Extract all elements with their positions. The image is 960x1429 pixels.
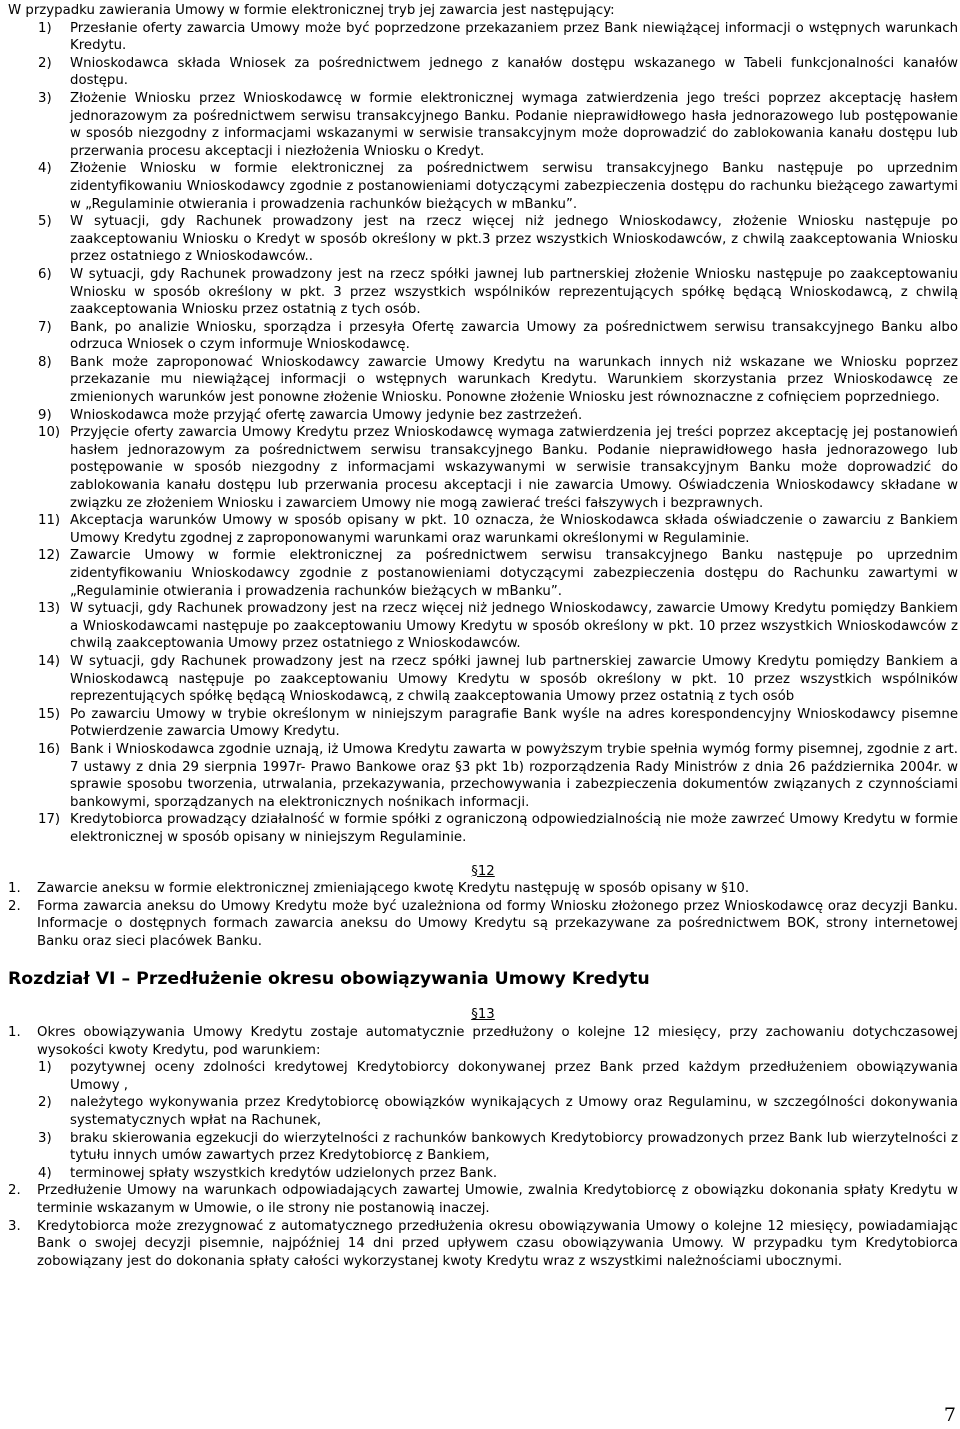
section-12-item-text: Forma zawarcia aneksu do Umowy Kredytu może być uzależniona od formy Wniosku złożonego przez Wnioskodawcę oraz decyzji Banku. Informacje o dostępnych formach zawarcia aneksu do Umowy Kredytu są przekazywane za pośrednictwem BOK, strony internetowej Banku oraz sieci placówek Banku. xyxy=(37,898,958,949)
list-item-text: Po zawarciu Umowy w trybie określonym w niniejszym paragrafie Bank wyśle na adres korespondencyjny Wnioskodawcy pisemne Potwierdzenie zawarcia Umowy Kredytu. xyxy=(70,706,958,740)
list-item xyxy=(8,319,958,354)
list-item-text: Bank, po analizie Wniosku, sporządza i przesyła Ofertę zawarcia Umowy za pośrednictwem serwisu transakcyjnego Banku albo odrzuca Wniosek o czym informuje Wnioskodawcę. xyxy=(70,319,958,353)
condition-item xyxy=(8,1059,958,1094)
section-13-item xyxy=(8,1218,958,1271)
section-12-item-number: 2. xyxy=(8,898,21,914)
list-item-text: Kredytobiorca prowadzący działalność w formie spółki z ograniczoną odpowiedzialnością nie może zawrzeć Umowy Kredytu w formie elektronicznej w sposób opisany w niniejszym Regulaminie. xyxy=(70,812,958,845)
section-13-list xyxy=(8,1182,958,1270)
condition-item-text: braku skierowania egzekucji do wierzytelności z rachunków bankowych Kredytobiorcy prowadzonych przez Bank lub wierzytelności z tytułu innych umów zawartych przez Kredytobiorcę z Bankiem, xyxy=(70,1130,958,1164)
list-item xyxy=(8,706,958,741)
condition-item xyxy=(8,1165,958,1183)
list-item-text: Wnioskodawca może przyjąć ofertę zawarcia Umowy jedynie bez zastrzeżeń. xyxy=(70,407,583,423)
list-item-text: W sytuacji, gdy Rachunek prowadzony jest na rzecz więcej niż jednego Wnioskodawcy, złożenie Wniosku następuje po zaakceptowaniu Wniosku o Kredyt w sposób określony w pkt.3 przez wszystkich Wnioskodawców, z chwilą zaakceptowania Wniosku przez ostatniego z Wnioskodawców.. xyxy=(70,214,958,265)
list-item xyxy=(8,811,958,846)
list-item-text: Bank może zaproponować Wnioskodawcy zawarcie Umowy Kredytu na warunkach innych niż wskazane we Wniosku poprzez przekazanie mu niewiążącej informacji o wstępnych warunkach Kredytu. Warunkiem skorzystania przez Wnioskodawcę ze zmienionych warunków jest ponowne złożenie Wniosku. Ponowne złożenie Wniosku jest równoznaczne z cofnięciem poprzedniego. xyxy=(70,354,958,406)
list-item-number: 2) xyxy=(38,55,52,71)
section-12-item xyxy=(8,898,958,951)
list-item-number: 16) xyxy=(38,741,61,757)
list-item-number: 5) xyxy=(38,214,52,230)
section-13-item-text: Kredytobiorca może zrezygnować z automatycznego przedłużenia okresu obowiązywania Umowy o kolejne 12 miesięcy, powiadamiając Bank o swojej decyzji pisemnie, najpóźniej 14 dni przed upływem czasu obowiązywania Umowy. W przypadku tym Kredytobiorca zobowiązany jest do dokonania spłaty całości wykorzystanej kwoty Kredytu wraz z wszystkimi należnościami ubocznymi. xyxy=(37,1218,958,1269)
list-item xyxy=(8,424,958,512)
list-item xyxy=(8,547,958,600)
condition-item xyxy=(8,1094,958,1129)
section-13-item xyxy=(8,1182,958,1217)
list-item-number: 11) xyxy=(38,513,61,529)
list-item xyxy=(8,741,958,811)
section-12-item-number: 1. xyxy=(8,881,21,897)
list-item xyxy=(8,600,958,653)
list-item-number: 6) xyxy=(38,266,52,282)
condition-item-text: pozytywnej oceny zdolności kredytowej Kredytobiorcy dokonywanej przez Bank przed każdym przedłużeniem obowiązywania Umowy , xyxy=(70,1060,958,1093)
section-12-heading: §12 xyxy=(471,863,495,879)
list-item xyxy=(8,213,958,266)
condition-item-text: terminowej spłaty wszystkich kredytów udzielonych przez Bank. xyxy=(70,1165,498,1181)
section-13-item-text: Przedłużenie Umowy na warunkach odpowiadających zawartej Umowie, zwalnia Kredytobiorcę z obowiązku dokonania spłaty Kredytu w terminie wskazanym w Umowie, o ile strony nie postanowią inaczej. xyxy=(37,1183,958,1216)
list-item xyxy=(8,160,958,213)
list-item xyxy=(8,354,958,407)
section-12-item-text: Zawarcie aneksu w formie elektronicznej zmieniającego kwotę Kredytu następuję w sposób opisany w §10. xyxy=(37,881,750,897)
condition-item-number: 2) xyxy=(38,1095,52,1111)
list-item xyxy=(8,407,958,425)
list-item-number: 4) xyxy=(38,161,52,177)
section-12-list xyxy=(8,880,958,950)
list-item-text: W sytuacji, gdy Rachunek prowadzony jest na rzecz więcej niż jednego Wnioskodawcy, zawarcie Umowy Kredytu pomiędzy Bankiem a Wnioskodawcami następuje po zaakceptowaniu Umowy Kredytu w sposób określony w pkt. 10 przez wszystkich Wnioskodawców z chwilą zaakceptowania Umowy przez ostatniego z Wnioskodawców. xyxy=(70,601,958,652)
list-item-number: 9) xyxy=(38,407,52,423)
list-item-text: Akceptacja warunków Umowy w sposób opisany w pkt. 10 oznacza, że Wnioskodawca składa oświadczenie o zawarciu z Bankiem Umowy Kredytu zgodnej z zaproponowanymi warunkami oraz warunkami określonymi w Regulaminie. xyxy=(70,513,958,546)
list-item-text: W sytuacji, gdy Rachunek prowadzony jest na rzecz spółki jawnej lub partnerskiej złożenie Wniosku następuje po zaakceptowaniu Wniosku w sposób określony w pkt. 3 przez wszystkich wspólników reprezentujących spółkę będącą Wnioskodawcą, z chwilą zaakceptowania Wniosku przez ostatnią z tych osób. xyxy=(70,266,958,318)
list-item-number: 7) xyxy=(38,319,52,335)
list-item-number: 15) xyxy=(38,706,61,722)
section-13-conditions-list xyxy=(8,1059,958,1182)
list-item xyxy=(8,266,958,319)
section-13-heading: §13 xyxy=(471,1007,495,1023)
list-item-text: Przyjęcie oferty zawarcia Umowy Kredytu przez Wnioskodawcę wymaga zatwierdzenia jej treści poprzez akceptację jej postanowień hasłem jednorazowym za pośrednictwem serwisu transakcyjnego Banku. Podanie nieprawidłowego hasła jednorazowego lub postępowanie w sposób niezgodny z informacjami wskazywanymi w serwisie transakcyjnym Banku może doprowadzić do zablokowania kanału dostępu lub przerwania procesu akceptacji i nie zawarcia Umowy. Oświadczenia Wnioskodawcy składane w związku ze złożeniem Wniosku i zawarciem Umowy nie mogą zawierać treści fałszywych i bezprawnych. xyxy=(70,425,958,511)
list-item-number: 3) xyxy=(38,90,52,106)
list-item-number: 1) xyxy=(38,20,52,36)
section-13-item: 1. Okres obowiązywania Umowy Kredytu zostaje automatycznie przedłużony o kolejne 12 miesięcy, przy zachowaniu dotychczasowej wysokości kwoty Kredytu, pod warunkiem: xyxy=(8,1025,958,1058)
condition-item-number: 1) xyxy=(38,1060,52,1076)
page-number: 7 xyxy=(943,1404,956,1427)
document-page xyxy=(8,2,958,1270)
section-13-item-number: 2. xyxy=(8,1183,21,1199)
procedure-list xyxy=(8,20,958,847)
section-13-item-number: 3. xyxy=(8,1218,21,1234)
condition-item-number: 4) xyxy=(38,1165,52,1181)
list-item xyxy=(8,90,958,160)
intro-paragraph: W przypadku zawierania Umowy w formie elektronicznej tryb jej zawarcia jest następujący: xyxy=(8,3,615,18)
chapter-heading: Rozdział VI – Przedłużenie okresu obowiązywania Umowy Kredytu xyxy=(8,969,650,990)
list-item xyxy=(8,653,958,706)
section-12-item xyxy=(8,880,958,898)
list-item-text: Zawarcie Umowy w formie elektronicznej za pośrednictwem serwisu transakcyjnego Banku następuje po uprzednim zidentyfikowaniu Wnioskodawcy zgodnie z postanowieniami dotyczącymi zabezpieczenia dostępu do Rachunku zawartymi w „Regulaminie otwierania i prowadzenia rachunków bieżących w mBanku”. xyxy=(70,548,958,599)
list-item-number: 13) xyxy=(38,601,61,617)
list-item-number: 17) xyxy=(38,812,61,828)
list-item-text: Wnioskodawca składa Wniosek za pośrednictwem jednego z kanałów dostępu wskazanego w Tabeli funkcjonalności kanałów dostępu. xyxy=(70,55,958,89)
condition-item-text: należytego wykonywania przez Kredytobiorcę obowiązków wynikających z Umowy oraz Regulaminu, w szczególności dokonywania systematycznych wpłat na Rachunek, xyxy=(70,1095,958,1129)
list-item-text: Przesłanie oferty zawarcia Umowy może być poprzedzone przekazaniem przez Bank niewiążącej informacji o wstępnych warunkach Kredytu. xyxy=(70,20,958,54)
list-item xyxy=(8,20,958,55)
list-item-text: Złożenie Wniosku w formie elektronicznej za pośrednictwem serwisu transakcyjnego Banku następuje po uprzednim zidentyfikowaniu Wnioskodawcy zgodnie z postanowieniami dotyczącymi zabezpieczenia dostępu do rachunku bieżącego zawartymi w „Regulaminie otwierania i prowadzenia rachunków bieżących w mBanku”. xyxy=(70,161,958,212)
condition-item xyxy=(8,1130,958,1165)
list-item-number: 12) xyxy=(38,548,61,564)
list-item-text: Złożenie Wniosku przez Wnioskodawcę w formie elektronicznej wymaga zatwierdzenia jego treści poprzez akceptację hasłem jednorazowym za pośrednictwem serwisu transakcyjnego Banku. Podanie nieprawidłowego hasła jednorazowego lub postępowanie w sposób niezgodny z informacjami wskazanymi w serwisie transakcyjnym może doprowadzić do zablokowania kanału dostępu lub przerwania procesu akceptacji i niezłożenia Wniosku o Kredyt. xyxy=(70,90,958,159)
list-item xyxy=(8,512,958,547)
list-item-number: 8) xyxy=(38,354,52,370)
list-item-text: Bank i Wnioskodawca zgodnie uznają, iż Umowa Kredytu zawarta w powyższym trybie spełnia wymóg formy pisemnej, zgodnie z art. 7 ustawy z dnia 29 sierpnia 1997r- Prawo Bankowe oraz §3 pkt 1b) rozporządzenia Rady Ministrów z dnia 26 października 2004r. w sprawie sposobu tworzenia, utrwalania, przekazywania, przechowywania i zabezpieczenia dokumentów związanych z czynnościami bankowymi, sporządzanych na elektronicznych nośnikach informacji. xyxy=(70,741,958,810)
condition-item-number: 3) xyxy=(38,1130,52,1146)
list-item xyxy=(8,55,958,90)
list-item-text: W sytuacji, gdy Rachunek prowadzony jest na rzecz spółki jawnej lub partnerskiej zawarcie Umowy Kredytu pomiędzy Bankiem a Wnioskodawcą następuje po zaakceptowaniu Umowy Kredytu w sposób określony w pkt. 10 przez wszystkich wspólników reprezentujących spółkę będącą Wnioskodawcą, z chwilą zaakceptowania Umowy przez ostatnią z tych osób xyxy=(70,653,958,705)
list-item-number: 10) xyxy=(38,425,61,441)
list-item-number: 14) xyxy=(38,653,61,669)
